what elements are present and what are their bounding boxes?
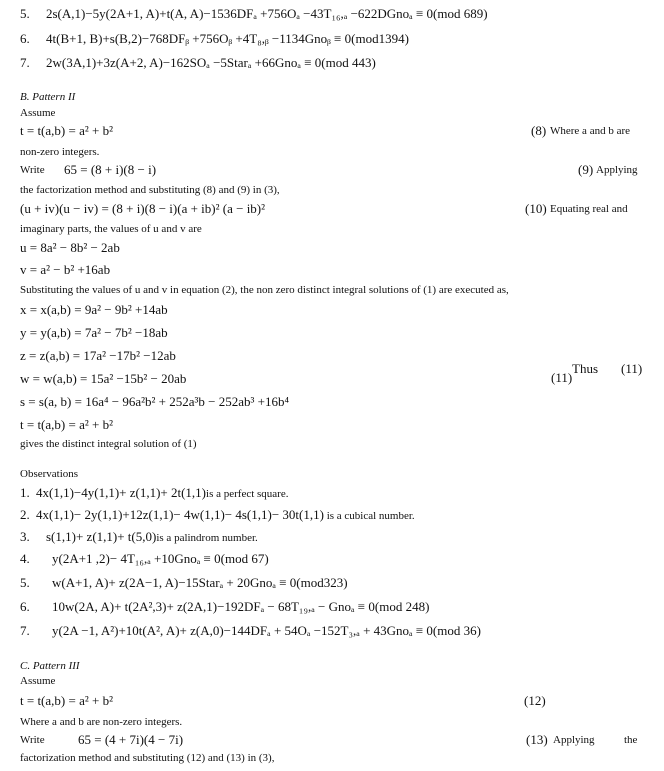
equation: 2s(A,1)−5y(2A+1, A)+t(A, A)−1536DFₐ +756Oₐ −43T₁₆,ₐ −622DGnoₐ ≡ 0(mod 689) [46, 6, 488, 21]
item-number: 5. [20, 575, 30, 590]
equation: 10w(2A, A)+ t(2A²,3)+ z(2A,1)−192DFₐ − 68T₁₉,ₐ − Gnoₐ ≡ 0(mod 248) [52, 599, 430, 614]
equation: 4x(1,1)−4y(1,1)+ z(1,1)+ 2t(1,1)is a perfect square. [36, 485, 289, 500]
equation: t = t(a,b) = a² + b² [20, 417, 113, 432]
text: gives the distinct integral solution of (1) [20, 438, 197, 450]
equation: t = t(a,b) = a² + b² [20, 123, 113, 138]
text: imaginary parts, the values of u and v are [20, 223, 202, 235]
item-number: 7. [20, 55, 30, 70]
equation: y(2A −1, A²)+10t(A², A)+ z(A,0)−144DFₐ + 54Oₐ −152T₃,ₐ + 43Gnoₐ ≡ 0(mod 36) [52, 623, 481, 638]
equation-tag: (10) [525, 201, 547, 216]
equation: t = t(a,b) = a² + b² [20, 693, 113, 708]
text: Assume [20, 675, 56, 687]
equation: 4t(B+1, B)+s(B,2)−768DFᵦ +756Oᵦ +4T₈,ᵦ −1134Gnoᵦ ≡ 0(mod1394) [46, 31, 409, 46]
equation: u = 8a² − 8b² − 2ab [20, 240, 120, 255]
equation-tag: (12) [524, 693, 546, 708]
equation: y(2A+1 ,2)− 4T₁₆,ₐ +10Gnoₐ ≡ 0(mod 67) [52, 551, 269, 566]
equation: 4x(1,1)− 2y(1,1)+12z(1,1)− 4w(1,1)− 4s(1,1)− 30t(1,1) is a cubical number. [36, 507, 415, 522]
text: factorization method and substituting (12) and (13) in (3), [20, 752, 275, 764]
item-number: 2. [20, 507, 30, 522]
item-number: 5. [20, 6, 30, 21]
text: Substituting the values of u and v in equation (2), the non zero distinct integral solutions of (1) are executed as, [20, 284, 509, 296]
item-number: 6. [20, 599, 30, 614]
text: Applying [553, 734, 595, 746]
section-heading: B. Pattern II [20, 91, 76, 103]
equation-tag: (8) [531, 123, 547, 138]
text: Thus [572, 361, 598, 376]
equation: x = x(a,b) = 9a² − 9b² +14ab [20, 302, 168, 317]
equation: s(1,1)+ z(1,1)+ t(5,0)is a palindrom number. [46, 529, 258, 544]
text: Assume [20, 107, 56, 119]
equation: (u + iv)(u − iv) = (8 + i)(8 − i)(a + ib)² (a − ib)² [20, 201, 266, 216]
equation: s = s(a, b) = 16a⁴ − 96a²b² + 252a³b − 252ab³ +16b⁴ [20, 394, 290, 409]
equation: z = z(a,b) = 17a² −17b² −12ab [20, 348, 176, 363]
text: non-zero integers. [20, 146, 100, 158]
equation: 65 = (4 + 7i)(4 − 7i) [78, 732, 184, 747]
equation-tag: (13) [526, 732, 548, 747]
text: Where a and b are non-zero integers. [20, 716, 183, 728]
text: Equating real and [550, 203, 628, 215]
item-number: 6. [20, 31, 30, 46]
equation: w(A+1, A)+ z(2A−1, A)−15Starₐ + 20Gnoₐ ≡ 0(mod323) [52, 575, 348, 590]
equation: y = y(a,b) = 7a² − 7b² −18ab [20, 325, 168, 340]
equation: 65 = (8 + i)(8 − i) [64, 162, 157, 177]
equation-tag: (11) [551, 370, 573, 385]
text: Write [20, 734, 45, 746]
equation: 2w(3A,1)+3z(A+2, A)−162SOₐ −5Starₐ +66Gnoₐ ≡ 0(mod 443) [46, 55, 376, 70]
equation-tag: (9) [578, 162, 594, 177]
item-number: 1. [20, 485, 30, 500]
text: Applying [596, 164, 638, 176]
text: Write [20, 164, 45, 176]
text: (11) [621, 361, 643, 376]
equation: w = w(a,b) = 15a² −15b² − 20ab [20, 371, 187, 386]
item-number: 3. [20, 529, 30, 544]
item-number: 4. [20, 551, 30, 566]
text: Where a and b are [550, 125, 631, 137]
text: the [624, 734, 638, 746]
text: the factorization method and substituting (8) and (9) in (3), [20, 184, 280, 196]
equation: v = a² − b² +16ab [20, 262, 111, 277]
section-heading: C. Pattern III [20, 660, 80, 672]
item-number: 7. [20, 623, 30, 638]
section-heading: Observations [20, 468, 79, 480]
